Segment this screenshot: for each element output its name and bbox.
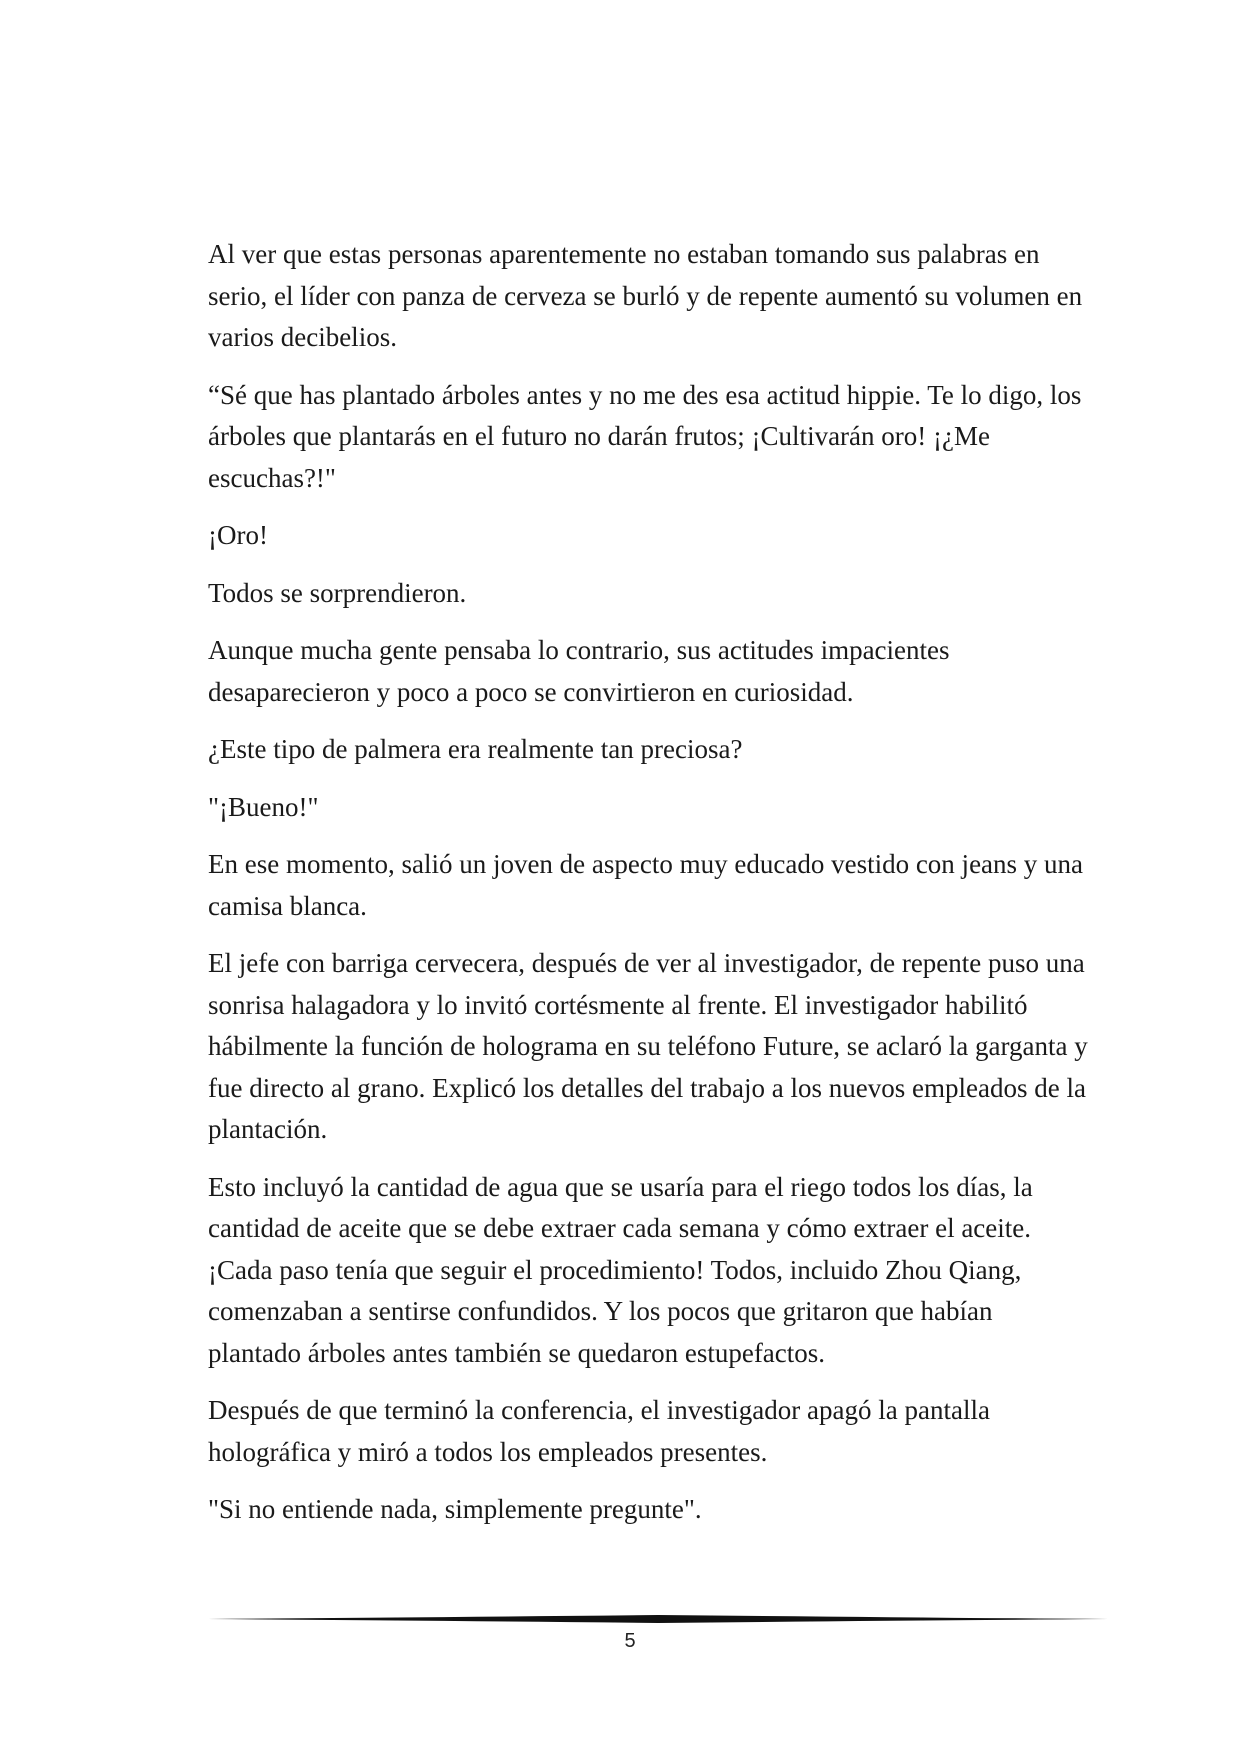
paragraph-9: El jefe con barriga cervecera, después de ver al investigador, de repente puso una sonrisa halagadora y lo invitó cortésmente al frente. El investigador habilitó hábilmente la función de holograma en su teléfono Future, se aclaró la garganta y fue directo al grano. Explicó los detalles del trabajo a los nuevos empleados de la plantación. (208, 948, 1088, 1144)
paragraph-10: Esto incluyó la cantidad de agua que se usaría para el riego todos los días, la cantidad de aceite que se debe extraer cada semana y cómo extraer el aceite. ¡Cada paso tenía que seguir el procedimiento! Todos, incluido Zhou Qiang, comenzaban a sentirse confundidos. Y los pocos que gritaron que habían plantado árboles antes también se quedaron estupefactos. (208, 1171, 1033, 1368)
paragraph-8: En ese momento, salió un joven de aspecto muy educado vestido con jeans y una camisa blanca. (208, 849, 1084, 921)
page-number: 5 (624, 1630, 636, 1652)
page-body (208, 234, 1088, 1547)
paragraph-2: “Sé que has plantado árboles antes y no me des esa actitud hippie. Te lo digo, los árboles que plantarás en el futuro no darán frutos; ¡Cultivarán oro! ¡¿Me escuchas?!" (208, 379, 1082, 493)
paragraph-5: Aunque mucha gente pensaba lo contrario, sus actitudes impacientes desaparecieron y poco a poco se convirtieron en curiosidad. (208, 635, 950, 707)
footer-divider (208, 1612, 1108, 1626)
paragraph-4: Todos se sorprendieron. (208, 577, 467, 608)
paragraph-11: Después de que terminó la conferencia, el investigador apagó la pantalla holográfica y miró a todos los empleados presentes. (208, 1395, 990, 1467)
paragraph-7: "¡Bueno!" (208, 791, 319, 822)
paragraph-1: Al ver que estas personas aparentemente no estaban tomando sus palabras en serio, el líder con panza de cerveza se burló y de repente aumentó su volumen en varios decibelios. (208, 239, 1083, 352)
paragraph-3: ¡Oro! (208, 520, 268, 550)
paragraph-12: "Si no entiende nada, simplemente pregunte". (208, 1494, 702, 1524)
paragraph-6: ¿Este tipo de palmera era realmente tan preciosa? (208, 734, 743, 764)
